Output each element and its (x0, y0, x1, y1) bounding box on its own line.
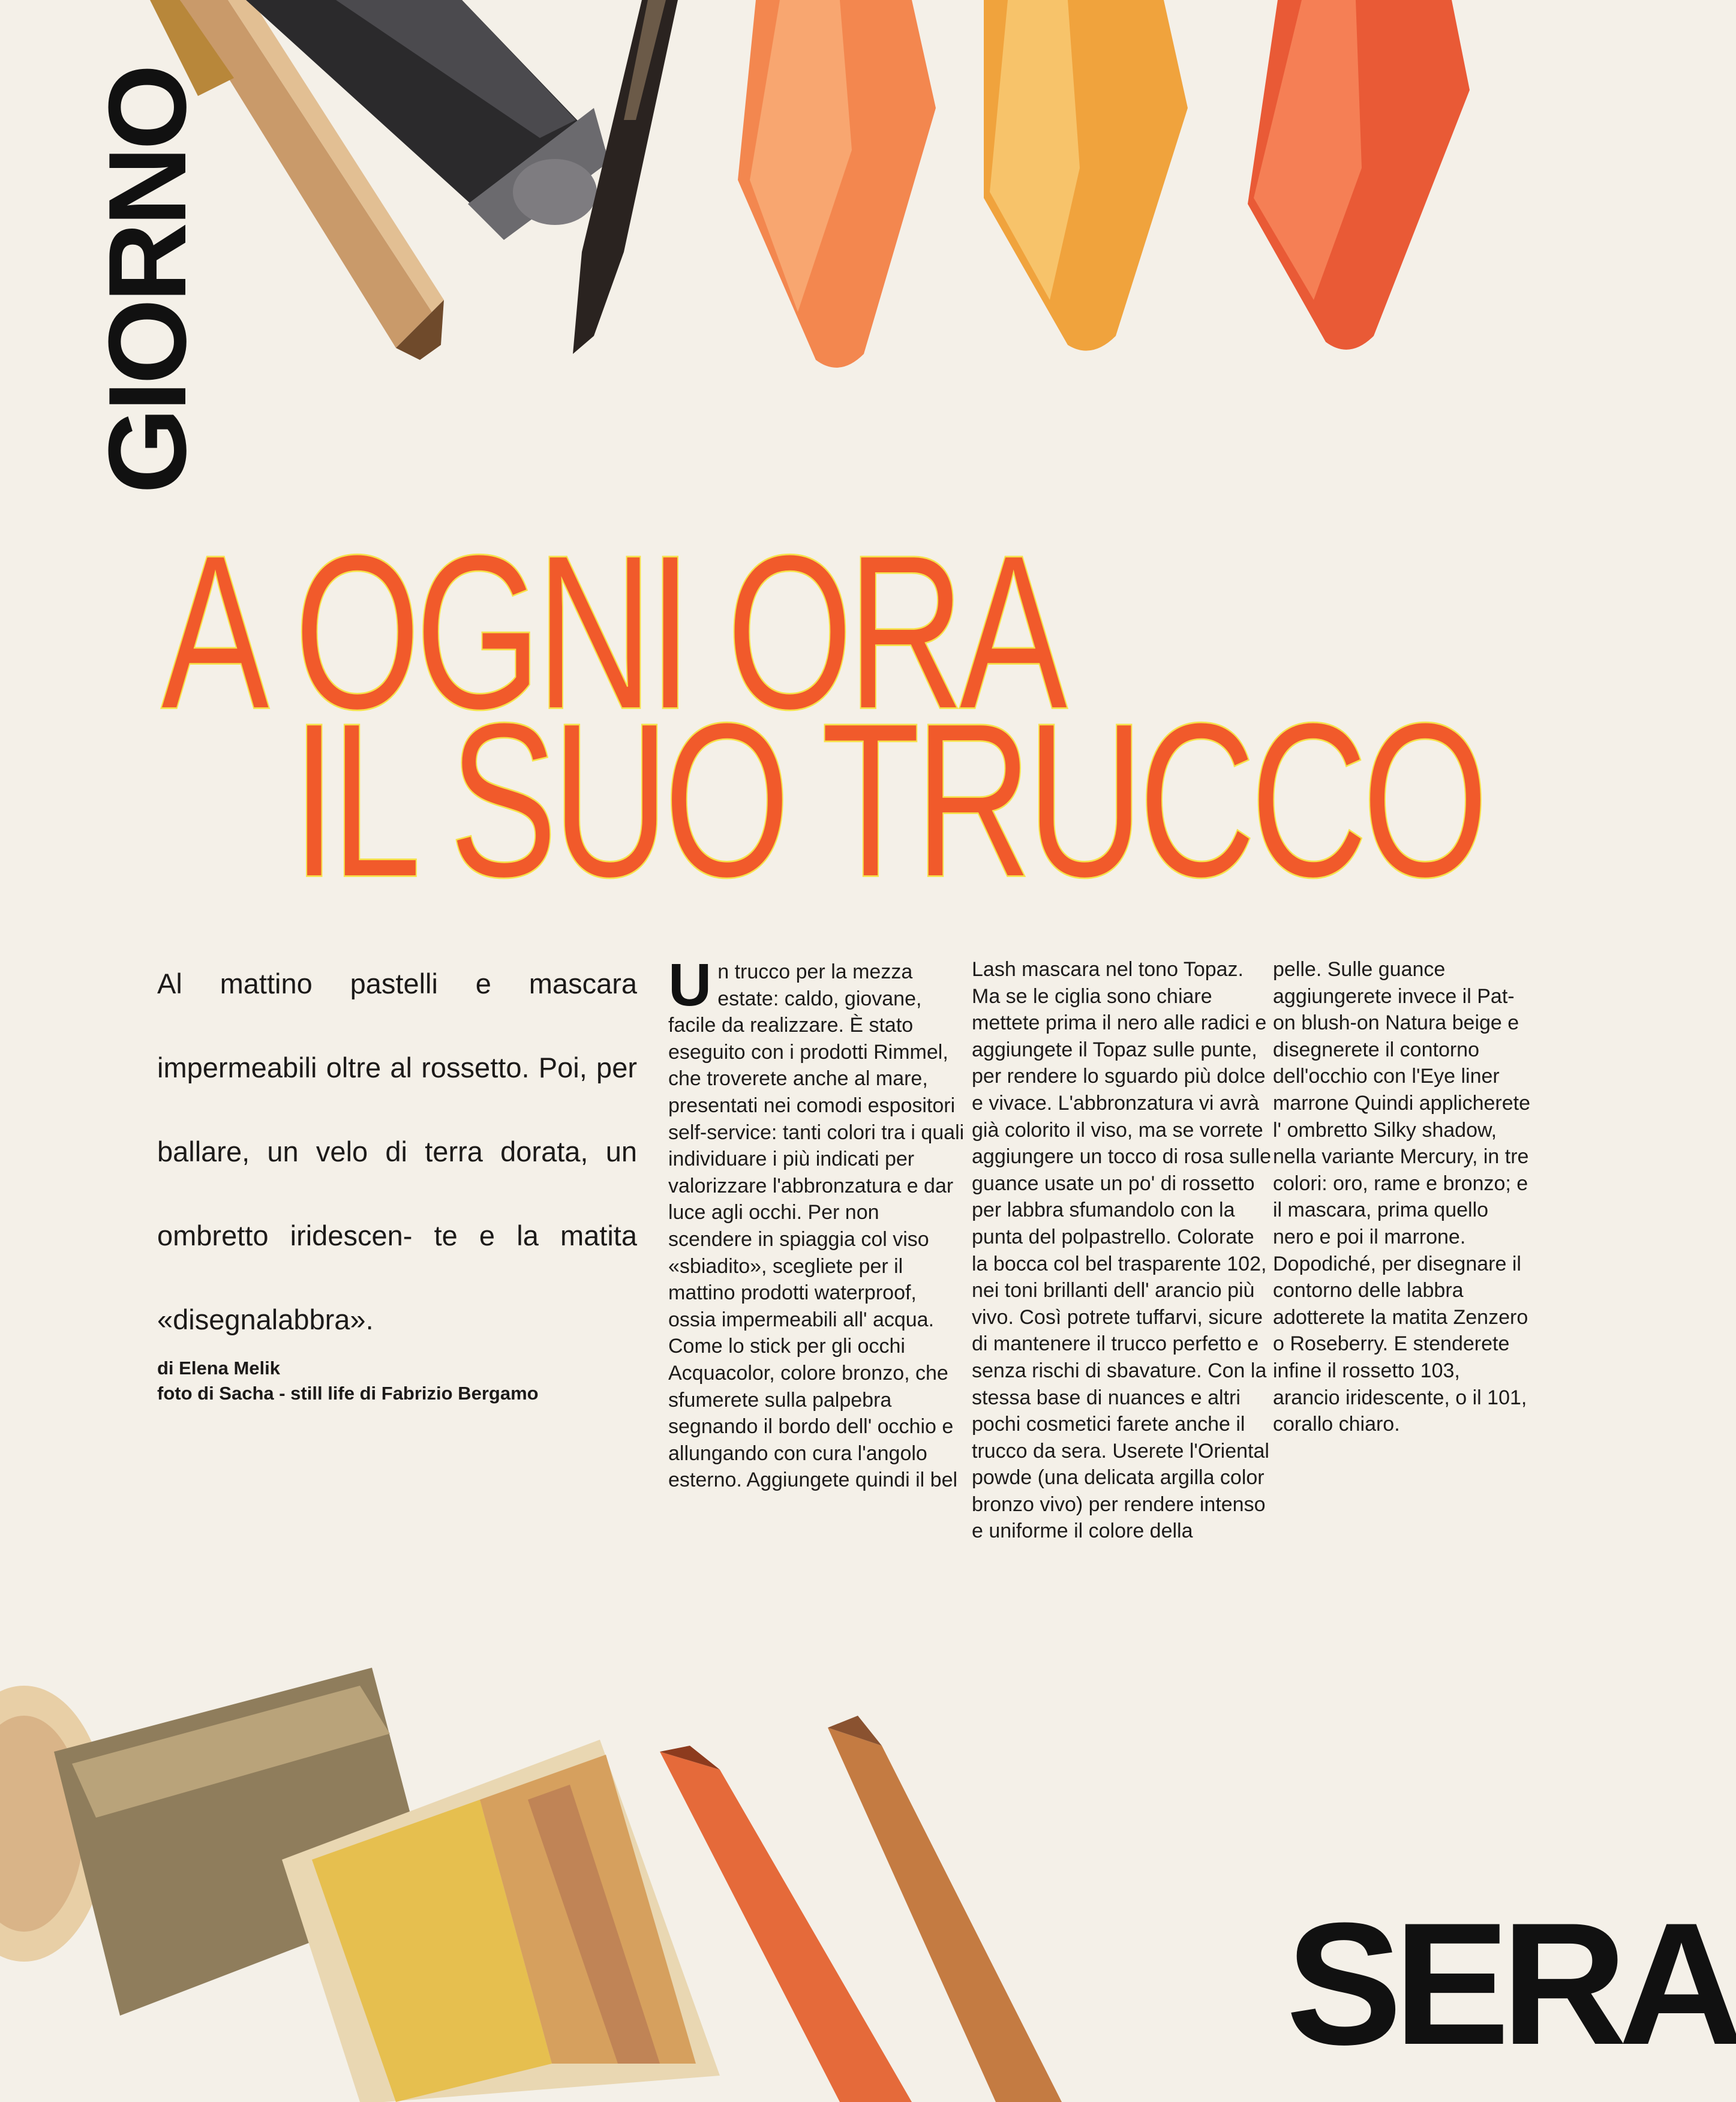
headline-line-2: IL SUO TRUCCO (292, 677, 1483, 923)
section-label-giorno: GIORNO (85, 67, 209, 494)
intro-deck: Al mattino pastelli e mascara impermeabili oltre al rossetto. Poi, per ballare, un velo di terra dorata, un ombretto iridescen- te e la matita «disegnalabbra». (157, 968, 637, 1335)
author-credit: di Elena Melik (157, 1358, 281, 1379)
byline (157, 1356, 661, 1406)
body-text-2: Lash mascara nel tono Topaz. Ma se le ciglia sono chiare mettete prima il nero alle radici e aggiungete il Topaz sulle punte, per rendere lo sguardo più dolce e vivace. L'abbronzatura vi avrà già colorito il viso, ma se vorrete aggiungere un tocco di rosa sulle guance usate un po' di rossetto per labbra sfumandolo con la punta del polpastrello. Colorate la bocca col bel trasparente 102, nei toni brillanti dell' arancio più vivo. Così potrete tuffarvi, sicure di mantenere il trucco perfetto e senza rischi di sbavature. Con la stessa base di nuances e altri pochi cosmetici farete anche il trucco da sera. Userete l'Oriental powde (una delicata argilla color bronzo vivo) per rendere intenso e uniforme il colore della (972, 958, 1271, 1543)
body-text-1: n trucco per la mezza estate: caldo, giovane, facile da realizzare. È stato eseguito con i prodotti Rimmel, che troverete anche al mare, presentati nei comodi espositori self-service: tanti colori tra i quali individuare i più indicati per valorizzare l'abbronzatura e dar luce agli occhi. Per non scendere in spiaggia col viso «sbiadito», sceglietе per il mattino prodotti waterproof, ossia impermeabili all' acqua. Come lo stick per gli occhi Acquacolor, colore bronzo, che sfumerete sulla palpebra segnando il bordo dell' occhio e allungando con cura l'angolo esterno. Aggiungete quindi il bel (668, 960, 965, 1492)
section-label-sera: SERA (1286, 1887, 1736, 2081)
body-column-2 (972, 956, 1272, 1545)
lipstick-3-image (1248, 0, 1470, 350)
lipstick-2-image (984, 0, 1188, 351)
headline-line-1: A OGNI ORA (161, 509, 1062, 755)
body-column-1 (668, 951, 968, 1494)
drop-cap: U (668, 951, 712, 1019)
body-text-3: pelle. Sulle guance aggiungerete invece il Pat-on blush-on Natura beige e disegnerete il contorno dell'occhio con l'Eye liner marrone Quindi applicherete l' ombretto Silky shadow, nella variante Mercury, in tre colori: oro, rame e bronzo; e il mascara, prima quello nero e poi il marrone. Dopodiché, per disegnare il contorno delle labbra adotterete la matita Zenzero o Roseberry. E stenderete infine il rossetto 103, arancio iridescente, o il 101, corallo chiaro. (1273, 958, 1531, 1436)
photo-credit: foto di Sacha - still life di Fabrizio Bergamo (157, 1383, 539, 1404)
lipstick-1-image (738, 0, 936, 368)
cosmetics-photo-top (0, 0, 1526, 468)
body-column-3 (1273, 956, 1531, 1438)
